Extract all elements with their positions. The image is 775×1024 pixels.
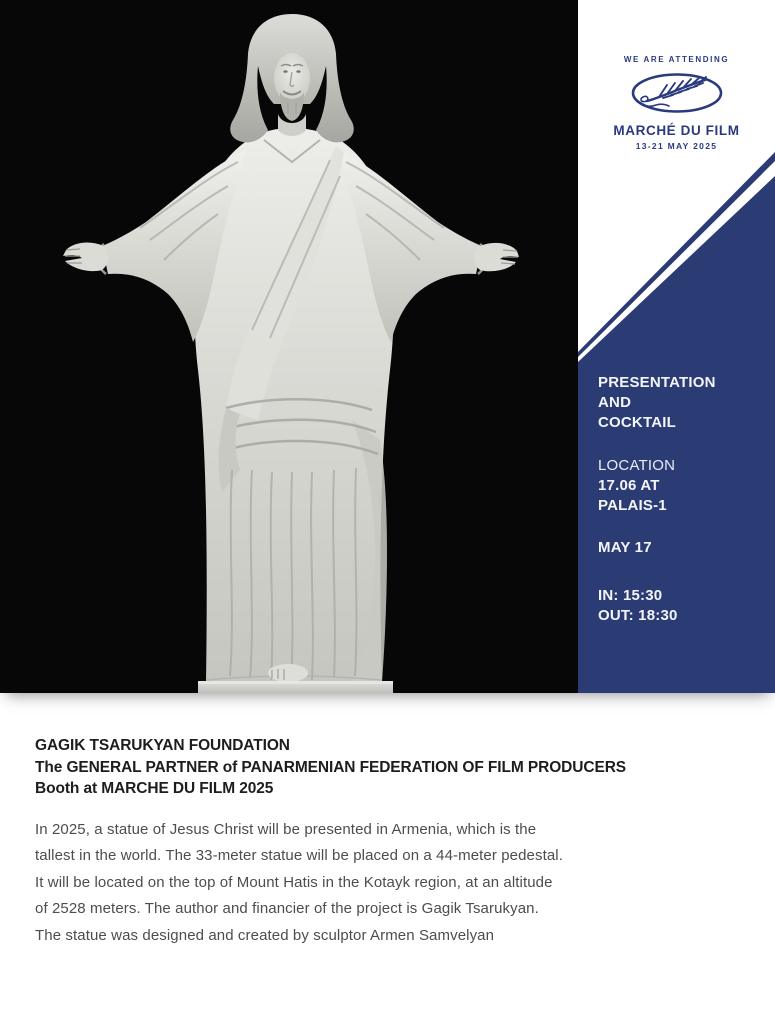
statue-pedestal [198,681,393,693]
right-column [578,0,775,693]
brand-label: MARCHÉ DU FILM [613,123,740,138]
event-location [598,456,763,516]
event-date: MAY 17 [598,539,652,556]
dates-label: 13-21 MAY 2025 [635,141,718,151]
event-panel [598,373,763,626]
footer-heading [35,735,775,800]
footer-heading-line: GAGIK TSARUKYAN FOUNDATION [35,737,290,754]
location-label: LOCATION [598,457,676,474]
footer-section [0,693,775,949]
event-title-line: AND [598,394,632,411]
statue-foot [268,664,308,682]
event-times [598,586,763,626]
footer-paragraph-line: It will be located on the top of Mount Hatis in the Kotayk region, at an altitude [35,873,553,891]
footer-paragraph-line: of 2528 meters. The author and financier of the project is Gagik Tsarukyan. [35,900,539,918]
footer-paragraph-line: The statue was designed and created by sculptor Armen Samvelyan [35,926,495,944]
footer-heading-line: Booth at MARCHE DU FILM 2025 [35,780,274,797]
footer-paragraph-line: tallest in the world. The 33-meter statue will be placed on a 44-meter pedestal. [35,847,564,865]
footer-paragraph-line: In 2025, a statue of Jesus Christ will be presented in Armenia, which is the [35,820,537,838]
event-title-line: PRESENTATION [598,374,716,391]
time-out: OUT: 18:30 [598,607,678,624]
time-in: IN: 15:30 [598,587,663,604]
palm-logo-icon [578,71,775,120]
footer-paragraph [35,817,775,950]
footer-heading-line: The GENERAL PARTNER of PANARMENIAN FEDERATION OF FILM PRODUCERS [35,758,627,776]
location-value-line: PALAIS-1 [598,497,667,514]
marche-du-film-badge [578,0,775,151]
event-title-line: COCKTAIL [598,414,676,431]
attending-label: WE ARE ATTENDING [623,55,730,64]
location-value-line: 17.06 AT [598,477,660,494]
event-title [598,373,763,433]
